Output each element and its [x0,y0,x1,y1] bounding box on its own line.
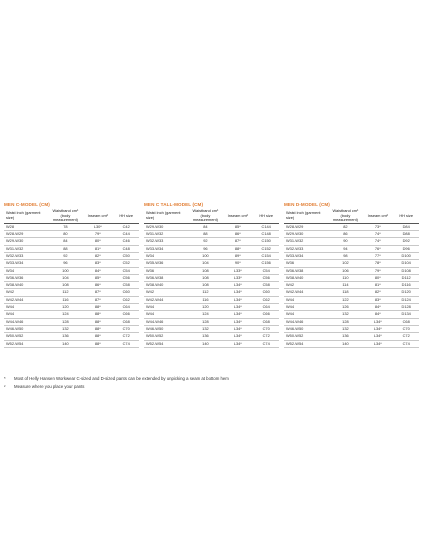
table-cell: C70 [113,325,139,332]
table-row [284,296,419,303]
table-row [144,311,279,318]
table-row [144,274,279,281]
table-title: MEN C-MODEL (CM) [4,202,50,207]
table-cell: 74* [362,231,393,238]
table-cell: W32-W33 [284,245,329,252]
footnotes [4,376,421,391]
table-cell: 112 [189,289,223,296]
table-cell: 88* [222,245,253,252]
table-row [144,260,279,267]
table-cell: W46-W50 [4,325,49,332]
table-row [4,252,139,259]
table-cell: W50-W52 [284,333,329,340]
footnote-text: Measure where you place your pants [14,383,85,389]
table-row [4,231,139,238]
table-cell: D120 [393,289,419,296]
table-cell: W42-W44 [284,289,329,296]
table-cell: W33-W34 [284,252,329,259]
table-cell: C64 [113,304,139,311]
table-cell: D88 [393,231,419,238]
size-table [4,209,139,348]
size-table-panel [4,202,139,348]
table-row [4,238,139,245]
table-cell: W29-W30 [4,238,49,245]
table-row [144,231,279,238]
table-cell: 100 [189,252,223,259]
table-cell: D100 [393,252,419,259]
footnote-mark: ² [4,383,6,389]
table-row [284,340,419,347]
column-header: Waist inch (garment size) [284,209,329,223]
table-header-row [4,209,139,223]
table-cell: C74 [393,340,419,347]
table-cell: C154 [253,252,279,259]
table-cell: 82* [362,289,393,296]
table-cell: C68 [393,318,419,325]
table-cell: 136 [329,333,363,340]
table-cell: 80* [362,274,393,281]
table-row [284,267,419,274]
table-cell: 96 [189,245,223,252]
table-row [284,238,419,245]
table-row [144,282,279,289]
table-row [284,311,419,318]
table-cell: C54 [253,267,279,274]
table-cell: 78* [362,260,393,267]
table-cell: 116 [49,296,83,303]
table-row [4,282,139,289]
table-cell: W31-W32 [284,238,329,245]
table-cell: W34 [4,267,49,274]
table-cell: 118 [329,289,363,296]
table-cell: 92 [189,238,223,245]
table-cell: C68 [113,318,139,325]
table-cell: W44 [284,311,329,318]
table-cell: W36-W38 [284,267,329,274]
table-cell: 108 [189,267,223,274]
table-row [284,304,419,311]
table-cell: 79* [82,231,113,238]
table-cell: C152 [253,245,279,252]
table-row [4,325,139,332]
table-cell: 88 [49,245,83,252]
footnote-text: Most of Helly Hansen Workwear C-sized and D-sized pants can be extended by unpicking a seam at bottom hem [14,376,229,381]
table-cell: 128 [329,318,363,325]
size-table [284,209,419,348]
table-cell: 132 [329,311,363,318]
table-cell: 79* [362,267,393,274]
table-cell: C66 [253,311,279,318]
table-row [144,340,279,347]
table-cell: 106 [329,267,363,274]
table-row [4,274,139,281]
table-cell: W52-W54 [4,340,49,347]
table-cell: 96 [49,260,83,267]
table-cell: L34* [222,333,253,340]
table-cell: 87* [222,238,253,245]
table-cell: W44 [144,311,189,318]
table-cell: 120 [189,304,223,311]
table-cell: 126 [329,304,363,311]
table-cell: 102 [329,260,363,267]
table-cell: 136 [189,333,223,340]
table-cell: W33-W34 [4,260,49,267]
table-row [284,289,419,296]
table-cell: W44-W46 [144,318,189,325]
table-cell: C46 [113,238,139,245]
table-cell: 92 [49,252,83,259]
table-row [284,282,419,289]
table-cell: W38-W40 [284,274,329,281]
table-cell: 83* [362,296,393,303]
column-header: Inseam cm² [222,209,253,223]
table-cell: W42-W44 [4,296,49,303]
size-tables [4,202,421,348]
table-cell: W36-W36 [4,274,49,281]
table-cell: 132 [189,325,223,332]
table-cell: C52 [113,260,139,267]
table-cell: C72 [113,333,139,340]
table-cell: W38-W40 [144,282,189,289]
table-row [144,245,279,252]
table-cell: 84* [82,267,113,274]
table-cell: 108 [49,282,83,289]
table-cell: C66 [113,311,139,318]
table-cell: L34* [362,318,393,325]
table-header-row [144,209,279,223]
table-cell: W31-W32 [144,231,189,238]
table-row [144,238,279,245]
table-cell: C150 [253,238,279,245]
table-cell: D104 [393,260,419,267]
table-row [284,231,419,238]
table-header-row [284,209,419,223]
column-header: Waist inch (garment size) [144,209,189,223]
table-row [144,325,279,332]
table-cell: C74 [253,340,279,347]
table-row [144,304,279,311]
table-cell: C50 [113,252,139,259]
table-cell: W33-W34 [144,245,189,252]
table-row [144,267,279,274]
table-cell: 77* [362,252,393,259]
table-cell: C60 [253,289,279,296]
table-cell: W44-W46 [4,318,49,325]
table-cell: W50-W52 [144,333,189,340]
table-cell: W44 [284,304,329,311]
table-cell: W42 [284,282,329,289]
table-cell: D116 [393,282,419,289]
table-cell: L34* [362,340,393,347]
table-cell: C156 [253,260,279,267]
table-cell: W35-W36 [144,260,189,267]
size-table [144,209,279,348]
table-cell: C70 [393,325,419,332]
table-row [4,340,139,347]
table-cell: 124 [49,311,83,318]
table-cell: 82* [82,252,113,259]
table-cell: 88* [82,333,113,340]
table-cell: C54 [113,267,139,274]
table-cell: L34* [222,304,253,311]
table-cell: 88 [189,231,223,238]
table-cell: D128 [393,304,419,311]
table-cell: W42-W44 [144,296,189,303]
table-row [4,333,139,340]
table-cell: W42 [144,289,189,296]
table-cell: D108 [393,267,419,274]
table-cell: 78 [49,223,83,230]
table-cell: 88* [82,340,113,347]
table-row [4,223,139,230]
table-cell: 128 [189,318,223,325]
table-cell: C44 [113,231,139,238]
table-row [4,245,139,252]
table-cell: C148 [253,231,279,238]
table-row [4,318,139,325]
table-cell: W36 [284,260,329,267]
table-cell: W32-W33 [144,238,189,245]
table-row [284,223,419,230]
table-cell: W50-W52 [4,333,49,340]
table-row [144,318,279,325]
table-cell: 104 [189,260,223,267]
table-row [284,325,419,332]
table-cell: 116 [189,296,223,303]
column-header: Waistband cm¹ (body measurement) [329,209,363,223]
table-cell: 120 [49,304,83,311]
table-cell: 86* [82,282,113,289]
table-cell: W46-W50 [284,325,329,332]
table-row [284,333,419,340]
table-cell: C60 [113,289,139,296]
table-cell: W28-W29 [284,223,329,230]
table-cell: L30* [82,223,113,230]
table-cell: 74* [362,238,393,245]
table-cell: 88* [82,311,113,318]
table-cell: 82 [329,223,363,230]
table-cell: 90* [222,260,253,267]
table-cell: 84 [49,238,83,245]
table-cell: W31-W32 [4,245,49,252]
table-cell: D96 [393,245,419,252]
table-cell: W44 [144,304,189,311]
table-cell: 84* [362,311,393,318]
table-cell: 110 [329,274,363,281]
table-cell: D84 [393,223,419,230]
table-row [4,296,139,303]
table-cell: L33* [222,267,253,274]
table-cell: 98 [329,252,363,259]
table-cell: 140 [189,340,223,347]
table-cell: L34* [362,333,393,340]
table-cell: D124 [393,296,419,303]
table-row [284,274,419,281]
table-title: MEN D-MODEL (CM) [284,202,330,207]
table-cell: 85* [82,274,113,281]
column-header: HH size [253,209,279,223]
table-row [144,223,279,230]
table-cell: 80* [82,238,113,245]
table-row [4,260,139,267]
table-cell: 76* [362,245,393,252]
table-cell: 136 [49,333,83,340]
table-row [284,245,419,252]
table-cell: 140 [49,340,83,347]
table-cell: 86 [329,231,363,238]
table-cell: C144 [253,223,279,230]
table-cell: W42 [4,289,49,296]
table-cell: 84 [189,223,223,230]
table-cell: W52-W54 [284,340,329,347]
table-cell: W46-W50 [144,325,189,332]
table-row [144,252,279,259]
table-cell: 81* [82,245,113,252]
table-cell: L34* [222,289,253,296]
table-cell: D112 [393,274,419,281]
table-row [284,252,419,259]
table-cell: C72 [253,333,279,340]
table-cell: 85* [222,223,253,230]
table-cell: 87* [82,296,113,303]
table-cell: L34* [222,311,253,318]
table-cell: W36-W38 [144,274,189,281]
table-cell: W36 [144,267,189,274]
size-table-panel [144,202,279,348]
table-cell: 122 [329,296,363,303]
table-cell: C62 [113,296,139,303]
table-cell: L33* [222,274,253,281]
size-table-panel [284,202,419,348]
table-row [4,311,139,318]
table-row [4,267,139,274]
table-cell: C56 [253,274,279,281]
table-cell: 90 [329,238,363,245]
table-cell: 114 [329,282,363,289]
table-cell: W44 [4,304,49,311]
table-cell: C72 [393,333,419,340]
table-cell: C58 [113,282,139,289]
table-cell: 86* [222,231,253,238]
table-row [144,289,279,296]
table-cell: 87* [82,289,113,296]
table-row [284,318,419,325]
table-cell: 83* [82,260,113,267]
table-cell: C58 [253,282,279,289]
table-cell: 132 [329,325,363,332]
table-cell: W44-W46 [284,318,329,325]
table-cell: 100 [49,267,83,274]
table-cell: 140 [329,340,363,347]
table-cell: D134 [393,311,419,318]
table-cell: W29-W30 [144,223,189,230]
footnote [4,376,421,381]
table-cell: W44 [284,296,329,303]
table-cell: 132 [49,325,83,332]
table-cell: 80 [49,231,83,238]
table-cell: W52-W54 [144,340,189,347]
table-title: MEN C TALL-MODEL (CM) [144,202,204,207]
table-cell: L34* [222,296,253,303]
table-cell: 88* [82,304,113,311]
table-cell: W44 [4,311,49,318]
table-cell: 128 [49,318,83,325]
table-cell: L34* [222,325,253,332]
table-cell: W29-W30 [284,231,329,238]
table-row [4,304,139,311]
table-cell: W34 [144,252,189,259]
table-cell: C62 [253,296,279,303]
table-cell: L34* [222,282,253,289]
column-header: Waistband cm¹ (body measurement) [189,209,223,223]
table-cell: 94 [329,245,363,252]
column-header: HH size [393,209,419,223]
column-header: HH size [113,209,139,223]
column-header: Inseam cm² [362,209,393,223]
column-header: Waist inch (garment size) [4,209,49,223]
table-row [144,296,279,303]
table-cell: L34* [362,325,393,332]
table-cell: 112 [49,289,83,296]
table-row [284,260,419,267]
table-row [144,333,279,340]
table-cell: W28 [4,223,49,230]
table-cell: C68 [253,318,279,325]
table-cell: 88* [82,325,113,332]
table-cell: W32-W33 [4,252,49,259]
table-cell: 81* [362,282,393,289]
footnote-mark: * [4,376,6,381]
table-cell: C48 [113,245,139,252]
table-cell: C42 [113,223,139,230]
table-cell: 89* [222,252,253,259]
table-cell: D92 [393,238,419,245]
table-cell: L34* [222,340,253,347]
table-cell: 104 [49,274,83,281]
table-cell: C74 [113,340,139,347]
table-cell: 84* [362,304,393,311]
table-cell: 88* [82,318,113,325]
table-cell: W38-W40 [4,282,49,289]
footnote [4,384,421,389]
table-cell: W28-W29 [4,231,49,238]
table-cell: C56 [113,274,139,281]
table-cell: L34* [222,318,253,325]
column-header: Waistband cm¹ (body measurement) [49,209,83,223]
table-cell: 108 [189,282,223,289]
table-cell: 73* [362,223,393,230]
column-header: Inseam cm² [82,209,113,223]
table-row [4,289,139,296]
table-cell: C70 [253,325,279,332]
table-cell: 124 [189,311,223,318]
table-cell: 108 [189,274,223,281]
table-cell: C64 [253,304,279,311]
